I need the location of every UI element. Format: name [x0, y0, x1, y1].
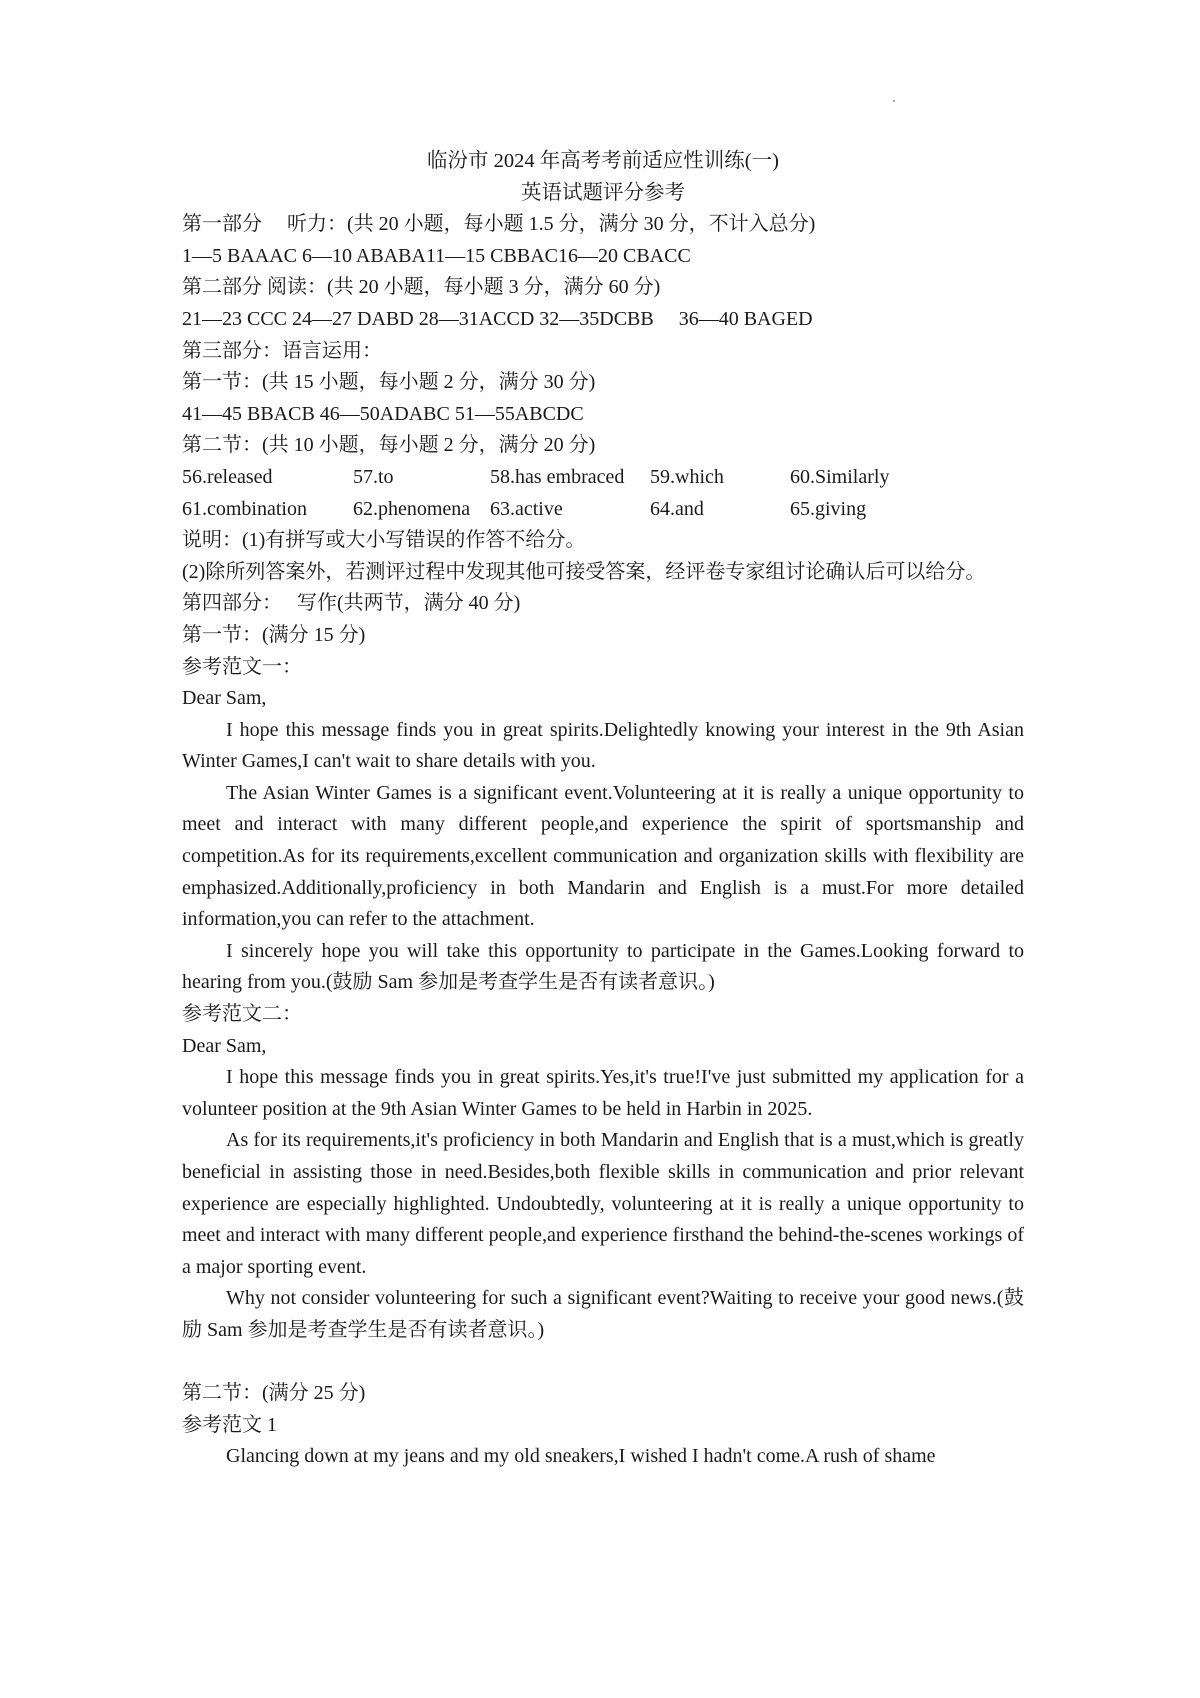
part2-heading: 第二部分 阅读：(共 20 小题，每小题 3 分，满分 60 分): [182, 276, 661, 299]
answer-60: 60.Similarly: [790, 465, 890, 488]
sample2-label: 参考范文二：: [182, 1003, 302, 1026]
sample2-paragraph-3: Why not consider volunteering for such a significant event?Waiting to receive your good news.(鼓励 Sam 参加是考查学生是否有读者意识。): [182, 1287, 1024, 1341]
part4-section1-heading: 第一节：(满分 15 分): [182, 623, 366, 646]
scan-speck: [893, 100, 895, 102]
part2-answers: 21—23 CCC 24—27 DABD 28—31ACCD 32—35DCBB 36—40 BAGED: [182, 307, 813, 330]
answer-62: 62.phenomena: [353, 497, 471, 520]
sample1-paragraph-1: I hope this message finds you in great spirits.Delightedly knowing your interest in the 9th Asian Winter Games,I can't wait to share details with you.: [182, 718, 1024, 773]
sample1-paragraph-3: I sincerely hope you will take this opportunity to participate in the Games.Looking forward to hearing from you.(鼓励 Sam 参加是考查学生是否有读者意识。): [182, 939, 1024, 994]
part4-section2-heading: 第二节：(满分 25 分): [182, 1382, 366, 1405]
answer-57: 57.to: [353, 465, 394, 488]
answer-59: 59.which: [650, 465, 724, 488]
sample2-paragraph-1: I hope this message finds you in great spirits.Yes,it's true!I've just submitted my application for a volunteer position at the 9th Asian Winter Games to be held in Harbin in 2025.: [182, 1066, 1024, 1120]
part3-section1-answers: 41—45 BBACB 46—50ADABC 51—55ABCDC: [182, 402, 584, 425]
sample3-label: 参考范文 1: [182, 1413, 277, 1436]
answer-row-56-60: [182, 462, 1024, 494]
answer-63: 63.active: [490, 497, 563, 520]
sample1-label: 参考范文一：: [182, 655, 302, 678]
note-1: 说明：(1)有拼写或大小写错误的作答不给分。: [182, 529, 586, 552]
document-page: [182, 146, 1024, 1473]
document-subtitle: 英语试题评分参考: [521, 181, 685, 204]
note-2: (2)除所列答案外，若测评过程中发现其他可接受答案，经评卷专家组讨论确认后可以给分。: [182, 560, 986, 583]
sample3-paragraph-1: Glancing down at my jeans and my old sneakers,I wished I hadn't come.A rush of shame: [226, 1445, 936, 1468]
part3-section1-heading: 第一节：(共 15 小题，每小题 2 分，满分 30 分): [182, 371, 596, 394]
sample1-greeting: Dear Sam,: [182, 687, 267, 710]
answer-row-61-65: [182, 494, 1024, 526]
answer-56: 56.released: [182, 465, 273, 488]
part3-heading: 第三部分：语言运用：: [182, 339, 382, 362]
sample2-greeting: Dear Sam,: [182, 1034, 267, 1057]
answer-65: 65.giving: [790, 497, 867, 520]
part1-heading: 第一部分 听力：(共 20 小题，每小题 1.5 分，满分 30 分，不计入总分): [182, 213, 816, 236]
sample1-paragraph-2: The Asian Winter Games is a significant event.Volunteering at it is really a unique opportunity to meet and interact with many different people,and experience the spirit of sportsmanship and competition.As for its requirements,excellent communication and organization skills with flexibility are emphasized.Additionally,proficiency in both Mandarin and English is a must.For more detailed information,you can refer to the attachment.: [182, 781, 1024, 931]
answer-61: 61.combination: [182, 497, 307, 520]
part1-answers: 1—5 BAAAC 6—10 ABABA11—15 CBBAC16—20 CBACC: [182, 244, 691, 267]
spacer: [182, 1347, 1024, 1379]
part4-heading: 第四部分： 写作(共两节，满分 40 分): [182, 592, 521, 615]
part3-section2-heading: 第二节：(共 10 小题，每小题 2 分，满分 20 分): [182, 434, 596, 457]
answer-58: 58.has embraced: [490, 465, 625, 488]
answer-64: 64.and: [650, 497, 704, 520]
sample2-paragraph-2: As for its requirements,it's proficiency in both Mandarin and English that is a must,which is greatly beneficial in assisting those in need.Besides,both flexible skills in communication and prior relevant experience are especially highlighted. Undoubtedly, volunteering at it is really a unique opportunity to meet and interact with many different people,and experience firsthand the behind-the-scenes workings of a major sporting event.: [182, 1129, 1024, 1278]
document-title: 临汾市 2024 年高考考前适应性训练(一): [427, 150, 779, 172]
